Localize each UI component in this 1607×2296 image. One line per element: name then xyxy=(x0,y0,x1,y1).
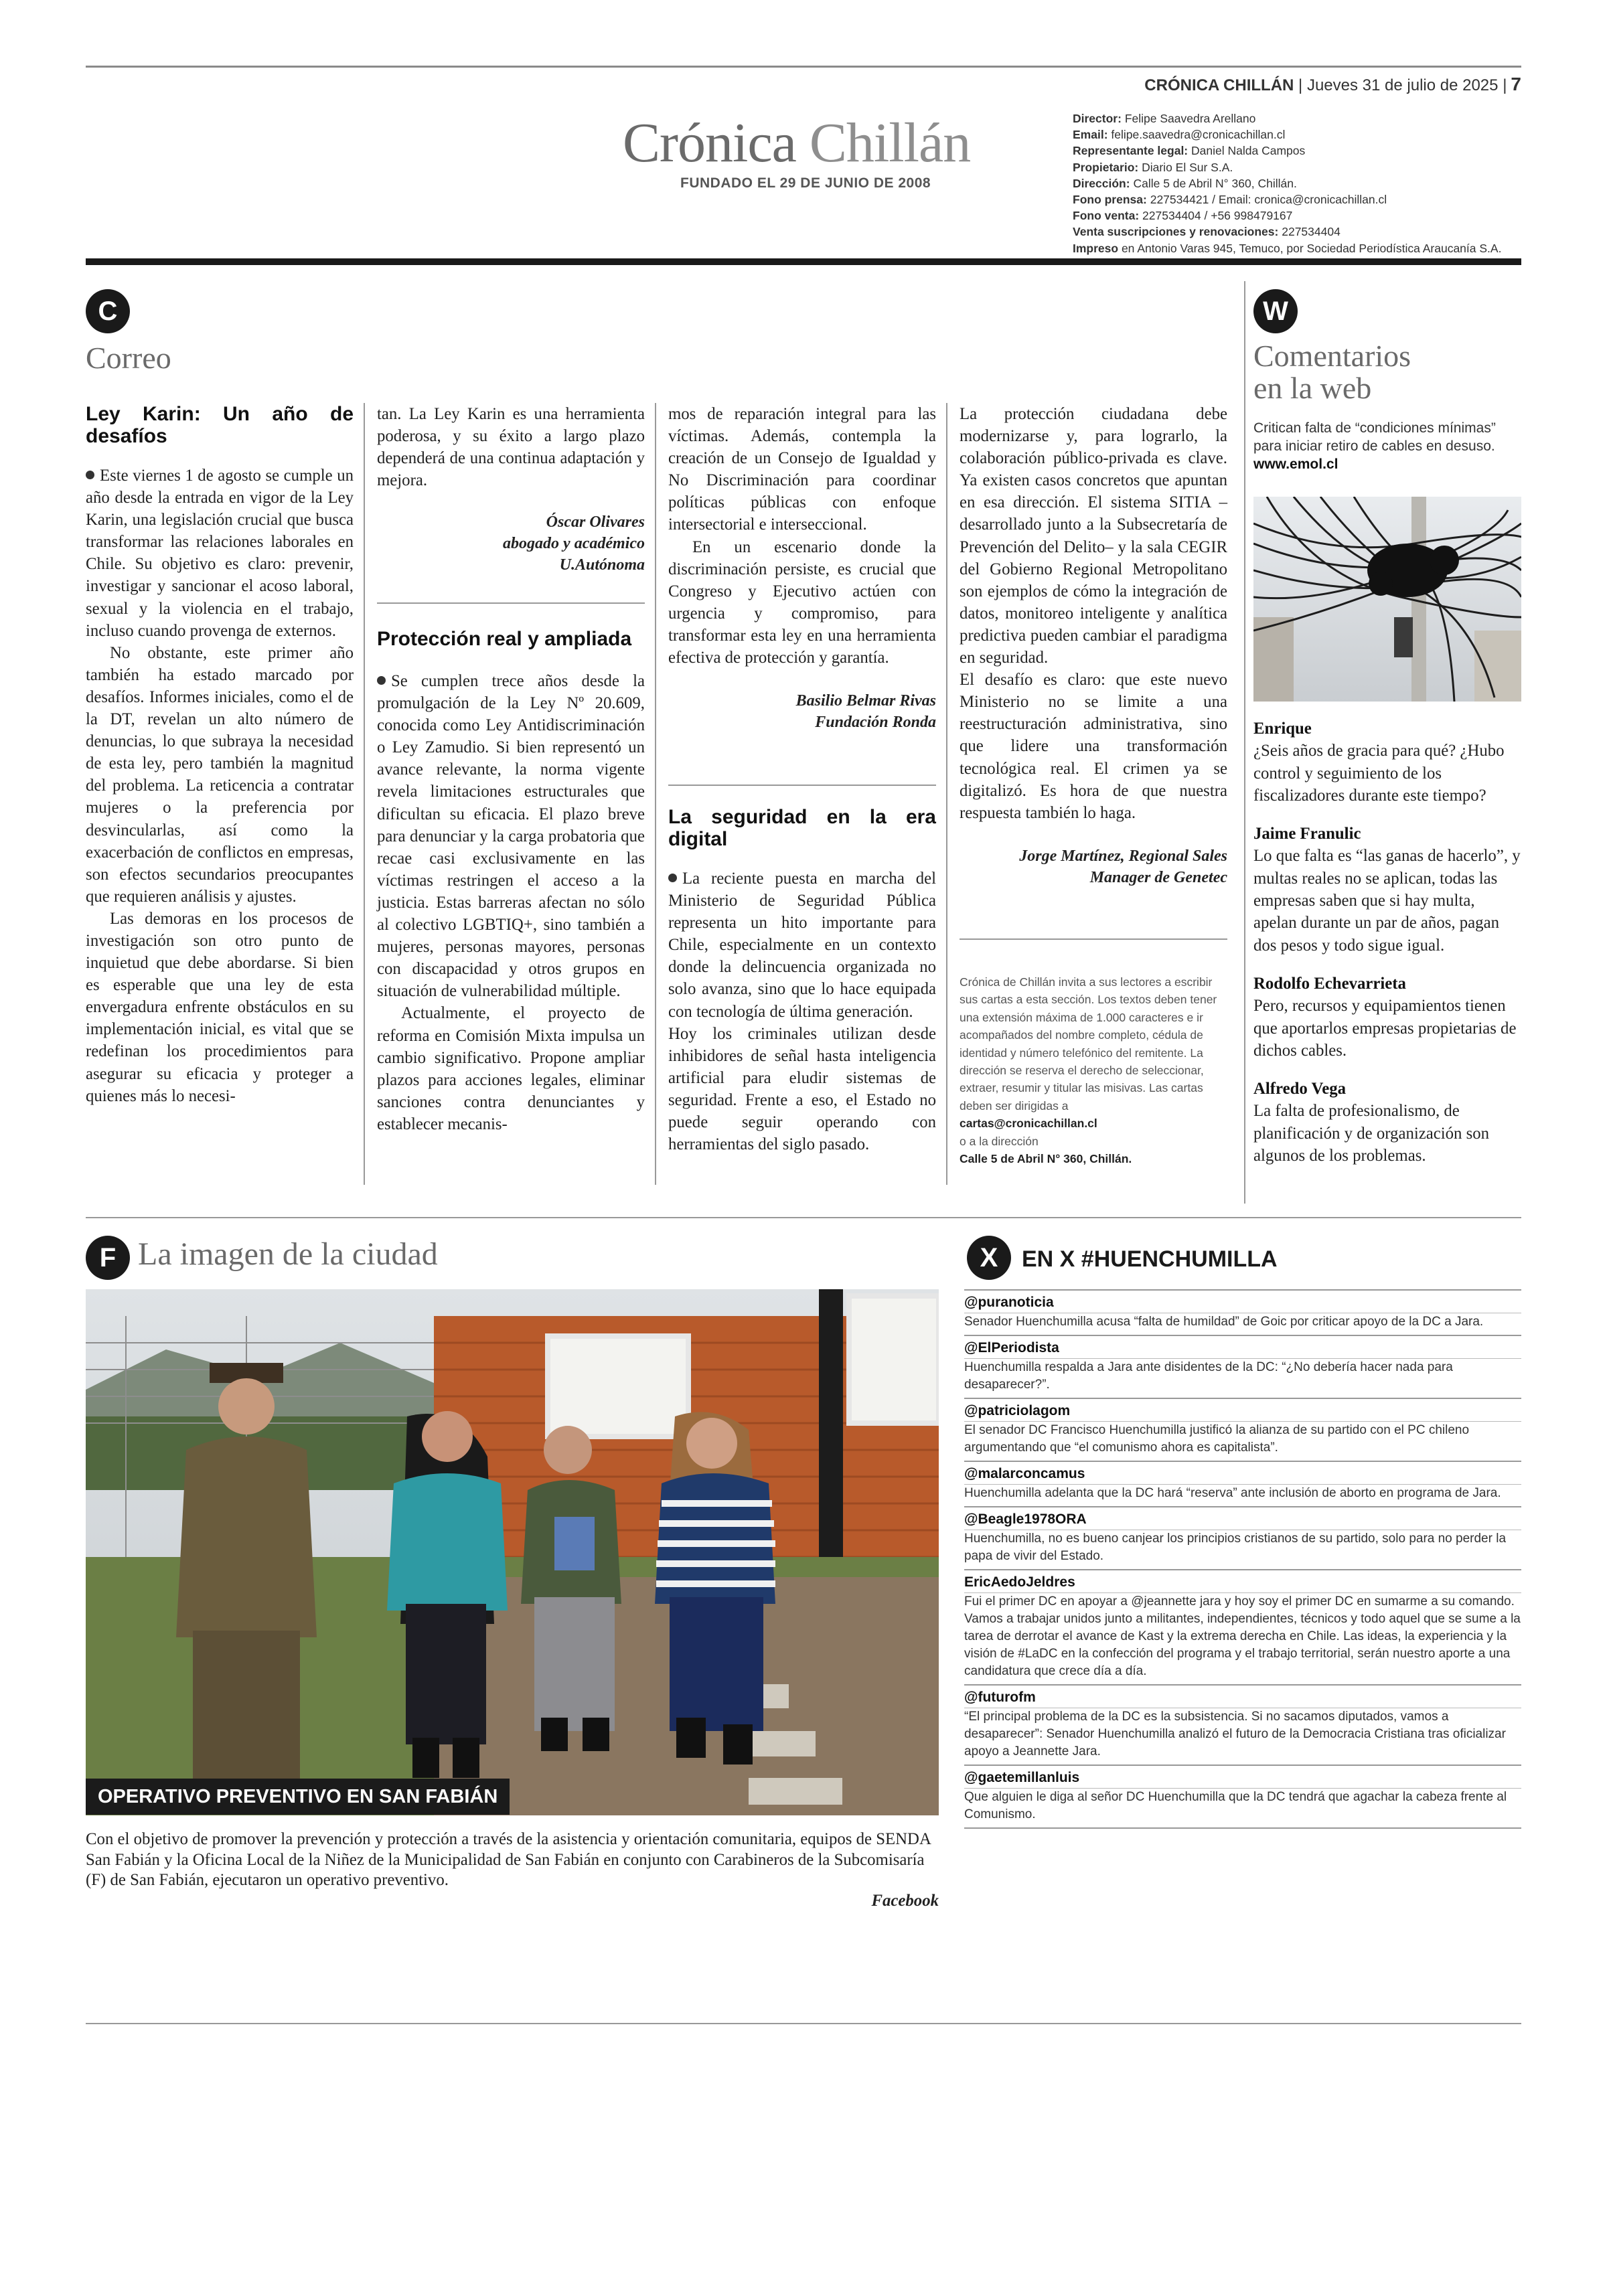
section-divider xyxy=(86,1217,1521,1218)
founded-line: FUNDADO EL 29 DE JUNIO DE 2008 xyxy=(680,175,931,191)
x-handle[interactable]: @puranoticia xyxy=(964,1295,1054,1310)
letter-paragraph: Hoy los criminales utilizan desde inhibidores de señal hasta inteligencia artificial para eludir sistemas de seguridad. Frente a eso, el Estado no puede seguir operando con herramientas del siglo pasado. xyxy=(668,1024,936,1154)
letter-headline: Protección real y ampliada xyxy=(377,628,632,650)
x-section-title: EN X #HUENCHUMILLA xyxy=(1022,1246,1278,1272)
staff-line: Propietario: Diario El Sur S.A. xyxy=(1073,160,1233,174)
web-source-link[interactable]: www.emol.cl xyxy=(1253,457,1338,472)
letter-paragraph: Se cumplen trece años desde la promulgación de la Ley Nº 20.609, conocida como Ley Antidiscriminación o Ley Zamudio. Si bien representó un avance relevante, la norma vigente revela limitaciones estructurales que dificultan su eficacia. El plazo breve para denunciar y la carga probatoria que recae casi exclusivamente en las víctimas restringen el acceso a la justicia. Estas barreras afectan no sólo al colectivo LGBTIQ+, sino también a mujeres, personas mayores, personas con discapacidad y otros grupos en situación de vulnerabilidad múltiple. xyxy=(377,672,645,1001)
section-title-correo: Correo xyxy=(86,341,171,375)
section-badge-c: C xyxy=(86,289,130,333)
letter-column-2b xyxy=(377,628,645,1135)
x-post[interactable] xyxy=(964,1461,1521,1506)
web-kicker: Critican falta de “condiciones mínimas” para iniciar retiro de cables en desuso. www.emol.cl xyxy=(1253,419,1521,473)
x-post[interactable] xyxy=(964,1506,1521,1569)
letter-paragraph: En un escenario donde la discriminación persiste, es crucial que Congreso y Ejecutivo actúen con urgencia y compromiso, para transformar esta ley en una herramienta efectiva de protección y garantía. xyxy=(668,538,936,667)
letter-paragraph: La reciente puesta en marcha del Ministerio de Seguridad Pública representa un hito importante para Chile, especialmente en un contexto donde la delincuencia organizada no solo avanza, sino que lo hace equipada con tecnología de última generación. xyxy=(668,870,936,1021)
staff-line: Email: felipe.saavedra@cronicachillan.cl xyxy=(1073,128,1286,142)
x-post-text: Huenchumilla, no es bueno canjear los principios cristianos de su partido, solo para no perder la papa de vivir del Estado. xyxy=(964,1530,1521,1569)
photo-caption-title: OPERATIVO PREVENTIVO EN SAN FABIÁN xyxy=(86,1779,510,1815)
x-post[interactable] xyxy=(964,1398,1521,1461)
photo-source: Facebook xyxy=(871,1891,939,1910)
x-post[interactable] xyxy=(964,1569,1521,1684)
column-rule xyxy=(655,403,656,1185)
x-post-text: El senador DC Francisco Huenchumilla justificó la alianza de su partido con el PC chileno argumentando que “el comunismo ahora es capitalista”. xyxy=(964,1421,1521,1461)
section-badge-x: X xyxy=(967,1236,1011,1280)
letter-column-3 xyxy=(668,403,936,733)
staff-line: Director: Felipe Saavedra Arellano xyxy=(1073,112,1256,125)
folio-paper: CRÓNICA CHILLÁN xyxy=(1144,76,1294,94)
section-badge-f: F xyxy=(86,1236,130,1280)
column-rule xyxy=(946,403,947,1185)
folio-date: Jueves 31 de julio de 2025 xyxy=(1306,76,1499,94)
section-title-web: Comentarios en la web xyxy=(1253,339,1411,405)
staff-line: Dirección: Calle 5 de Abril N° 360, Chillán. xyxy=(1073,176,1297,190)
letter-signature: Basilio Belmar Rivas Fundación Ronda xyxy=(795,692,936,732)
bullet-icon xyxy=(86,471,94,479)
x-post-text: Senador Huenchumilla acusa “falta de humildad” de Goic por criticar apoyo de la DC a Jara. xyxy=(964,1313,1521,1335)
x-handle[interactable]: @futurofm xyxy=(964,1690,1036,1705)
letter-paragraph: tan. La Ley Karin es una herramienta poderosa, y su éxito a largo plazo dependerá de una continua adaptación y mejora. xyxy=(377,405,645,490)
letter-divider xyxy=(377,602,645,604)
staff-line: Fono venta: 227534404 / +56 998479167 xyxy=(1073,209,1293,223)
masthead-logo xyxy=(623,110,970,175)
letter-column-1 xyxy=(86,403,354,1107)
page-number: 7 xyxy=(1511,74,1521,94)
folio: CRÓNICA CHILLÁN | Jueves 31 de julio de 2025 | 7 xyxy=(1144,74,1521,94)
x-feed xyxy=(964,1289,1521,1829)
photo-caption: Con el objetivo de promover la prevención y protección a través de la asistencia y orientación comunitaria, equipos de SENDA San Fabián y la Oficina Local de la Niñez de la Municipalidad de San Fabián en conjunto con Carabineros de la Subcomisaría (F) de San Fabián, ejecutaron un operativo preventivo. Facebook xyxy=(86,1829,939,1911)
section-badge-w: W xyxy=(1253,289,1298,333)
letter-divider xyxy=(668,785,936,786)
x-post[interactable] xyxy=(964,1765,1521,1829)
bottom-rule xyxy=(86,2023,1521,2024)
section-title-image: La imagen de la ciudad xyxy=(138,1236,438,1272)
masthead-word-2: Chillán xyxy=(809,112,971,174)
column-rule xyxy=(364,403,365,1185)
submission-note: Crónica de Chillán invita a sus lectores a escribir sus cartas a esta sección. Los textos deben tener una extensión máxima de 1.000 caracteres e ir acompañados del nombre completo, cédula de identidad y número telefónico del remitente. La dirección se reserva el derecho de seleccionar, extraer, resumir y titular las misivas. Las cartas deben ser dirigidas a cartas@cronicachillan.cl o a la dirección Calle 5 de Abril N° 360, Chillán. xyxy=(960,975,1217,1166)
letter-column-2 xyxy=(377,403,645,576)
x-post[interactable] xyxy=(964,1335,1521,1398)
web-comment: Alfredo Vega La falta de profesionalismo, de planificación y de organización son algunos de los problemas. xyxy=(1253,1080,1490,1165)
web-comment: Rodolfo Echevarrieta Pero, recursos y equipamientos tienen que aportarlos empresas propietarias de dichos cables. xyxy=(1253,974,1517,1060)
letter-signature: Óscar Olivares abogado y académico U.Autónoma xyxy=(503,513,645,574)
section-rule xyxy=(1244,281,1245,1204)
x-post-text: Fui el primer DC en apoyar a @jeannette jara y hoy soy el primer DC en sumarme a su comando. Vamos a trabajar unidos junto a militantes, independientes, técnicos y todo aquel que se sume a la tarea de derrotar el avance de Kast y la extrema derecha en Chile. Las ideas, la experiencia y la visión de #LaDC en la confección del programa y el trabajo territorial, serán nuestro aporte a una candidatura que crece día a día. xyxy=(964,1592,1521,1684)
web-comment: Jaime Franulic Lo que falta es “las ganas de hacerlo”, y multas reales no se aplican, todas las empresas saben que si hay multa, apelan durante un par de años, pagan dos pesos y todo sigue igual. xyxy=(1253,825,1521,955)
top-rule xyxy=(86,66,1521,68)
x-post[interactable] xyxy=(964,1684,1521,1765)
x-post-text: Huenchumilla adelanta que la DC hará “reserva” ante inclusión de aborto en programa de Jara. xyxy=(964,1484,1521,1506)
x-handle[interactable]: EricAedoJeldres xyxy=(964,1574,1075,1590)
x-post-text: Huenchumilla respalda a Jara ante disidentes de la DC: “¿No debería hacer nada para desaparecer?”. xyxy=(964,1358,1521,1398)
letter-paragraph: Este viernes 1 de agosto se cumple un año desde la entrada en vigor de la Ley Karin, una legislación crucial que busca transformar las relaciones laborales en Chile. Su objetivo es claro: prevenir, investigar y sancionar el acoso laboral, sexual y la violencia en el trabajo, incluso cuando provenga de externos. xyxy=(86,467,354,640)
letter-signature: Jorge Martínez, Regional Sales Manager de Genetec xyxy=(1019,847,1227,886)
web-comment: Enrique ¿Seis años de gracia para qué? ¿Hubo control y seguimiento de los fiscalizadores durante este tiempo? xyxy=(1253,720,1505,805)
x-handle[interactable]: @malarconcamus xyxy=(964,1466,1085,1481)
x-post-text: Que alguien le diga al señor DC Huenchumilla que la DC tendrá que agachar la cabeza frente al Comunismo. xyxy=(964,1788,1521,1829)
city-photo xyxy=(86,1289,939,1815)
submission-email[interactable]: cartas@cronicachillan.cl xyxy=(960,1117,1097,1131)
web-comments xyxy=(1253,718,1521,1167)
letter-paragraph: Actualmente, el proyecto de reforma en Comisión Mixta impulsa un cambio significativo. Propone ampliar plazos para acciones legales, eliminar sanciones contra denunciantes y establecer mecanis- xyxy=(377,1004,645,1133)
masthead-word-1: Crónica xyxy=(623,112,796,174)
letter-paragraph: No obstante, este primer año también ha estado marcado por desafíos. Informes iniciales, como el de la DT, revelan un alto número de denuncias, lo que subraya la necesidad de esta ley, pero también la magnitud del problema. La reticencia a contratar mujeres o la preferencia por desvincularlas, así como la exacerbación de conflictos en empresas, son efectos secundarios preocupantes que requieren análisis y ajustes. xyxy=(86,643,354,906)
letter-paragraph: La protección ciudadana debe modernizarse y, para lograrlo, la colaboración público-privada es clave. Ya existen casos concretos que apuntan en esa dirección. El sistema SITIA –desarrollado junto a la Subsecretaría de Prevención del Delito– y la sala CEGIR del Gobierno Regional Metropolitano son ejemplos de cómo la integración de datos, monitoreo inteligente y analítica predictiva pueden cambiar el paradigma en seguridad. xyxy=(960,405,1227,667)
x-handle[interactable]: @Beagle1978ORA xyxy=(964,1511,1087,1527)
bullet-icon xyxy=(377,676,386,685)
bullet-icon xyxy=(668,874,677,882)
letter-headline: La seguridad en la era digital xyxy=(668,806,936,850)
staff-line: Fono prensa: 227534421 / Email: cronica@cronicachillan.cl xyxy=(1073,193,1387,207)
submission-address: Calle 5 de Abril N° 360, Chillán. xyxy=(960,1152,1132,1166)
x-post[interactable] xyxy=(964,1289,1521,1335)
staff-line: Representante legal: Daniel Nalda Campos xyxy=(1073,144,1306,158)
x-post-text: “El principal problema de la DC es la subsistencia. Si no sacamos diputados, vamos a desaparecer”: Senador Huenchumilla analizó el futuro de la Democracia Cristiana tras oficializar apoyo a Jeannette Jara. xyxy=(964,1708,1521,1765)
letter-headline: Ley Karin: Un año de desafíos xyxy=(86,403,354,447)
letter-paragraph: mos de reparación integral para las víctimas. Además, contempla la creación de un Consejo de Igualdad y No Discriminación para coordinar políticas públicas con enfoque intersectorial e interseccional. xyxy=(668,405,936,534)
x-handle[interactable]: @patriciolagom xyxy=(964,1403,1071,1418)
letter-paragraph: Las demoras en los procesos de investigación son otro punto de inquietud que debe abordarse. Si bien es esperable que una ley de esta envergadura enfrente obstáculos en su implementación inicial, es vital que se redefinan los procedimientos para asegurar su eficacia y proteger a quienes más lo necesi- xyxy=(86,909,354,1105)
cables-photo xyxy=(1253,497,1521,702)
letter-column-4 xyxy=(960,403,1227,888)
letter-column-3b xyxy=(668,806,936,1155)
letter-divider xyxy=(960,938,1227,940)
staff-line: Venta suscripciones y renovaciones: 227534404 xyxy=(1073,225,1341,239)
x-handle[interactable]: @ElPeriodista xyxy=(964,1340,1059,1356)
letter-paragraph: El desafío es claro: que este nuevo Ministerio no se limite a una reestructuración administrativa, sino que lidere una transformación tecnológica real. El crimen ya se digitalizó. Es hora de que nuestra respuesta también lo haga. xyxy=(960,671,1227,822)
header-rule xyxy=(86,258,1521,265)
staff-box xyxy=(1073,110,1521,256)
staff-line: Impreso en Antonio Varas 945, Temuco, por Sociedad Periodística Araucanía S.A. xyxy=(1073,241,1502,255)
x-handle[interactable]: @gaetemillanluis xyxy=(964,1770,1080,1785)
